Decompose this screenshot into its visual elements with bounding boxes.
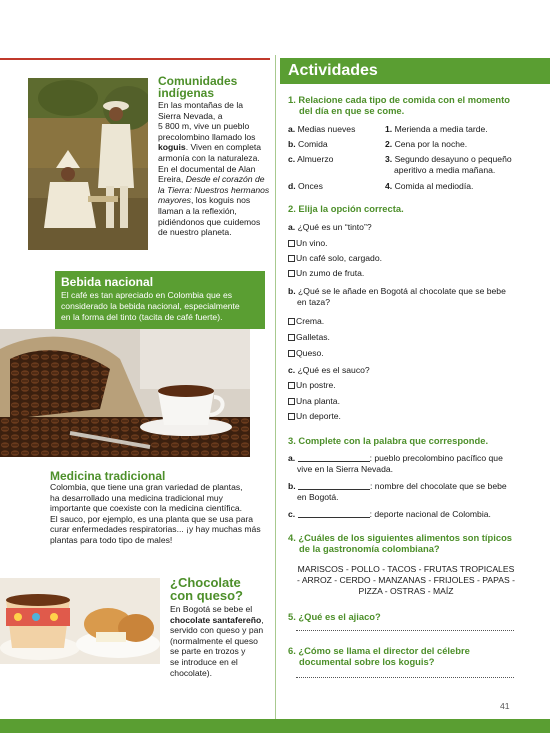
checkbox[interactable] (288, 413, 295, 420)
q1-right-2: 2. Cena por la noche. (385, 139, 468, 149)
top-margin (0, 0, 550, 50)
checkbox[interactable] (288, 318, 295, 325)
q2b-question: b. ¿Qué se le añade en Bogotá al chocolate que se bebe en taza? (288, 286, 506, 307)
q1-right-3b: aperitivo a media mañana. (394, 165, 496, 175)
q1-title: 1. Relacione cada tipo de comida con el momento del día en que se come. (288, 94, 510, 116)
q3-title: 3. Complete con la palabra que corresponde. (288, 435, 489, 446)
q1-left-c: c. Almuerzo (288, 154, 334, 164)
medicina-text: Colombia, que tiene una gran variedad de plantas, ha desarrollado una medicina tradicional muy importante que coexiste con la medicina científica. El sauco, por ejemplo, es una planta que se usa para curar enfermedades respiratorias... ¡y hay muchas más plantas para todo tipo de males! (50, 482, 261, 545)
checkbox[interactable] (288, 270, 295, 277)
q5-title: 5. ¿Qué es el ajiaco? (288, 611, 381, 622)
q3b: b. : nombre del chocolate que se bebe en Bogotá. (288, 481, 507, 502)
q2b-opt3[interactable]: Queso. (288, 348, 324, 359)
coffee-photo (0, 329, 250, 457)
header-rule (0, 58, 270, 60)
q1-left-b: b. Comida (288, 139, 328, 149)
q6-title: 6. ¿Cómo se llama el director del célebre documental sobre los koguis? (288, 645, 470, 667)
q2-title: 2. Elija la opción correcta. (288, 203, 404, 214)
q4-title: 4. ¿Cuáles de los siguientes alimentos son típicos de la gastronomía colombiana? (288, 532, 513, 554)
q2a-opt3[interactable]: Un zumo de fruta. (288, 268, 364, 279)
checkbox[interactable] (288, 382, 295, 389)
checkbox[interactable] (288, 398, 295, 405)
bebida-box (55, 271, 265, 329)
checkbox[interactable] (288, 334, 295, 341)
q2a-question: a. ¿Qué es un “tinto”? (288, 222, 372, 232)
checkbox[interactable] (288, 350, 295, 357)
q1-right-1: 1. Merienda a media tarde. (385, 124, 488, 134)
indigenas-title: Comunidades indígenas (158, 74, 238, 100)
q3a: a. : pueblo precolombino pacífico que vive en la Sierra Nevada. (288, 453, 503, 474)
checkbox[interactable] (288, 255, 295, 262)
q2a-opt2[interactable]: Un café solo, cargado. (288, 253, 382, 264)
blank-input[interactable] (298, 510, 370, 518)
q1-right-3: 3. Segundo desayuno o pequeño (385, 154, 512, 164)
q5-answer-line[interactable] (296, 630, 514, 631)
koguis-photo (28, 78, 148, 250)
chocolate-title: ¿Chocolate con queso? (170, 575, 243, 603)
q1-left-d: d. Onces (288, 181, 323, 191)
q1-right-4: 4. Comida al mediodía. (385, 181, 474, 191)
q2b-opt2[interactable]: Galletas. (288, 332, 330, 343)
page-number: 41 (500, 701, 510, 711)
indigenas-text: En las montañas de la Sierra Nevada, a 5 800 m, vive un pueblo precolombino llamado los koguis. Viven en completa armonía con la naturaleza. En el documental de Alan Ereira, Desde el corazón de la Tierra: Nuestros hermanos mayores, los koguis nos llaman a la reflexión, pidiéndonos que cuidemos de nuestro planeta. (158, 100, 270, 238)
q6-answer-line[interactable] (296, 677, 514, 678)
q2c-opt2[interactable]: Una planta. (288, 396, 340, 407)
q1-left-a: a. Medias nueves (288, 124, 356, 134)
blank-input[interactable] (298, 482, 370, 490)
q2c-opt3[interactable]: Un deporte. (288, 411, 341, 422)
q2a-opt1[interactable]: Un vino. (288, 238, 328, 249)
q2c-question: c. ¿Qué es el sauco? (288, 365, 370, 375)
q2b-opt1[interactable]: Crema. (288, 316, 324, 327)
bebida-title: Bebida nacional (61, 275, 154, 289)
food-list: MARISCOS - POLLO - TACOS - FRUTAS TROPICALES - ARROZ - CERDO - MANZANAS - FRIJOLES - PAPAS - PIZZA - OSTRAS - MAÍZ (297, 564, 515, 596)
chocolate-photo (0, 578, 160, 664)
footer-bar (0, 719, 550, 733)
checkbox[interactable] (288, 240, 295, 247)
chocolate-text: En Bogotá se bebe el chocolate santafereño, servido con queso y pan (normalmente el queso se parte en trozos y se introduce en el chocolate). (170, 604, 264, 678)
bebida-text: El café es tan apreciado en Colombia que es considerado la bebida nacional, especialmente en la forma del tinto (tacita de café fuerte). (61, 290, 240, 322)
q3c: c. : deporte nacional de Colombia. (288, 509, 491, 519)
column-divider (275, 55, 276, 719)
actividades-header: Actividades (280, 58, 550, 84)
q2c-opt1[interactable]: Un postre. (288, 380, 336, 391)
blank-input[interactable] (298, 454, 370, 462)
medicina-title: Medicina tradicional (50, 469, 166, 483)
